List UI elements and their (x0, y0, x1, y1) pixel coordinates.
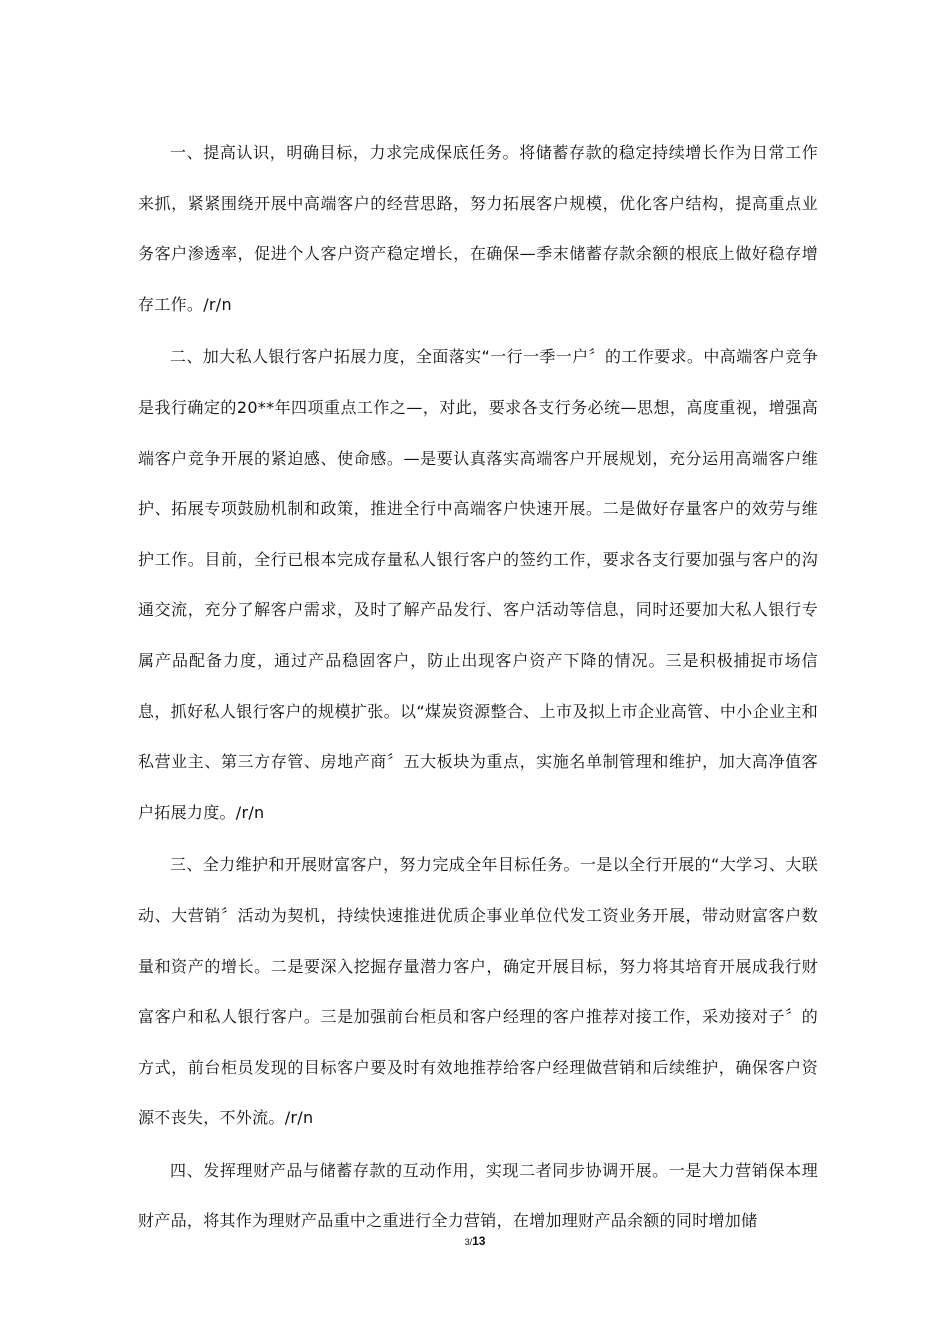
page-number (0, 1234, 950, 1248)
page-number-current: 3/ (464, 1237, 473, 1247)
document-body (138, 128, 818, 1249)
paragraph-1: 一、提高认识，明确目标，力求完成保底任务。将储蓄存款的稳定持续增长作为日常工作来抓，紧紧围绕开展中高端客户的经营思路，努力拓展客户规模，优化客户结构，提高重点业务客户渗透率，促进个人客户资产稳定增长，在确保—季末储蓄存款余额的根底上做好稳存增存工作。/r/n (138, 143, 818, 314)
paragraph-4: 四、发挥理财产品与储蓄存款的互动作用，实现二者同步协调开展。一是大力营销保本理财产品，将其作为理财产品重中之重进行全力营销，在增加理财产品余额的同时增加储 (138, 1160, 818, 1231)
page-number-total: 13 (472, 1234, 486, 1248)
paragraph-3: 三、全力维护和开展财富客户，努力完成全年目标任务。一是以全行开展的“大学习、大联动、大营销〞活动为契机，持续快速推进优质企事业单位代发工资业务开展，带动财富客户数量和资产的增长。二是要深入挖掘存量潜力客户，确定开展目标，努力将其培育开展成我行财富客户和私人银行客户。三是加强前台柜员和客户经理的客户推荐对接工作，采劝接对子〞的方式，前台柜员发现的目标客户要及时有效地推荐给客户经理做营销和后续维护，确保客户资源不丧失，不外流。/r/n (138, 855, 818, 1128)
paragraph-2: 二、加大私人银行客户拓展力度，全面落实“一行一季一户〞的工作要求。中高端客户竞争是我行确定的20**年四项重点工作之—，对此，要求各支行务必统—思想，高度重视，增强高端客户竞争开展的紧迫感、使命感。—是要认真落实高端客户开展规划，充分运用高端客户维护、拓展专项鼓励机制和政策，推进全行中高端客户快速开展。二是做好存量客户的效劳与维护工作。目前，全行已根本完成存量私人银行客户的签约工作，要求各支行要加强与客户的沟通交流，充分了解客户需求，及时了解产品发行、客户活动等信息，同时还要加大私人银行专属产品配备力度，通过产品稳固客户，防止出现客户资产下降的情况。三是积极捕捉市场信息，抓好私人银行客户的规模扩张。以“煤炭资源整合、上市及拟上市企业高管、中小企业主和私营业主、第三方存管、房地产商〞五大板块为重点，实施名单制管理和维护，加大高净值客户拓展力度。/r/n (138, 347, 818, 822)
